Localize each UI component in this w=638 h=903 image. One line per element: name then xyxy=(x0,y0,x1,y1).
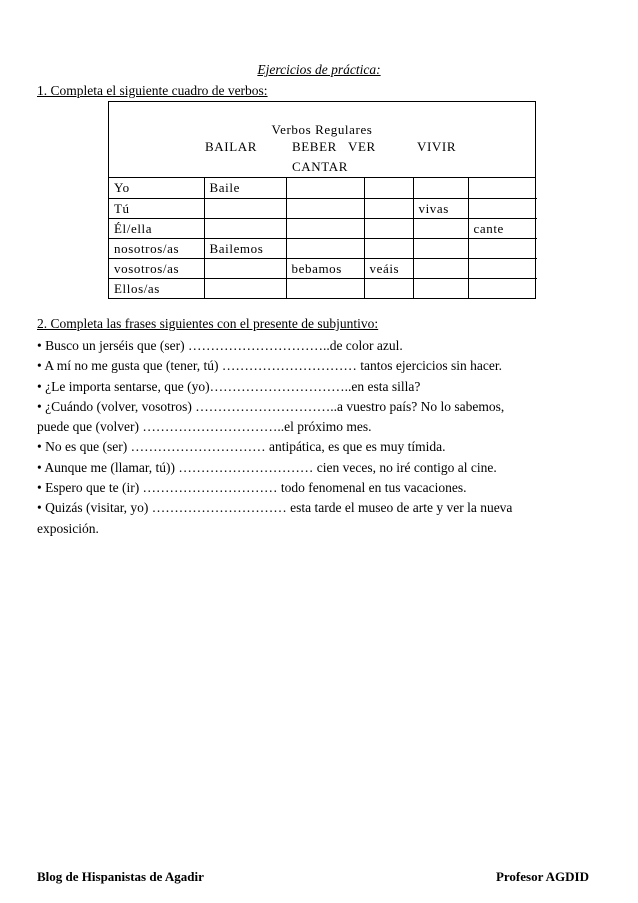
section-2-heading: 2. Completa las frases siguientes con el presente de subjuntivo: xyxy=(37,316,379,331)
pronoun-cell: vosotros/as xyxy=(109,258,204,278)
conjugation-cell: veáis xyxy=(364,258,413,278)
section-1-heading: 1. Completa el siguiente cuadro de verbos: xyxy=(37,83,268,98)
conjugation-cell xyxy=(286,278,364,298)
sentence-line: • Busco un jerséis que (ser) …………………………..de color azul. xyxy=(37,338,403,353)
pronoun-cell: Él/ella xyxy=(109,218,204,238)
verb-header-ver: VER xyxy=(348,139,376,154)
sentence-line: • Aunque me (llamar, tú)) ………………………… cien veces, no iré contigo al cine. xyxy=(37,459,497,475)
conjugation-cell xyxy=(364,178,413,198)
conjugation-cell xyxy=(204,258,286,278)
conjugation-cell: cante xyxy=(468,218,537,238)
conjugation-grid xyxy=(109,178,537,298)
pronoun-cell: nosotros/as xyxy=(109,238,204,258)
conjugation-cell xyxy=(286,198,364,218)
table-title: Verbos Regulares xyxy=(271,122,373,137)
sentence-line: • A mí no me gusta que (tener, tú) ………………………… tantos ejercicios sin hacer. xyxy=(37,358,502,374)
conjugation-cell xyxy=(413,218,468,238)
conjugation-cell xyxy=(413,258,468,278)
verb-header-cantar: CANTAR xyxy=(292,159,349,174)
table-header xyxy=(109,102,535,178)
conjugation-cell xyxy=(364,238,413,258)
sentence-line: • Espero que te (ir) ………………………… todo fenomenal en tus vacaciones. xyxy=(37,480,467,496)
conjugation-cell: bebamos xyxy=(286,258,364,278)
conjugation-cell xyxy=(204,218,286,238)
conjugation-cell xyxy=(364,218,413,238)
conjugation-cell xyxy=(364,198,413,218)
conjugation-cell: vivas xyxy=(413,198,468,218)
sentence-line: • ¿Cuándo (volver, vosotros) …………………………..a vuestro país? No lo sabemos, xyxy=(37,398,505,414)
conjugation-cell: Baile xyxy=(204,178,286,198)
pronoun-cell: Yo xyxy=(109,178,204,198)
verb-header-vivir: VIVIR xyxy=(417,139,457,154)
exercise-sentences xyxy=(37,336,607,539)
conjugation-cell: Bailemos xyxy=(204,238,286,258)
conjugation-cell xyxy=(468,238,537,258)
verb-conjugation-table xyxy=(108,101,536,299)
table-row xyxy=(109,198,537,218)
conjugation-cell xyxy=(204,198,286,218)
footer-author: Profesor AGDID xyxy=(495,869,589,884)
conjugation-cell xyxy=(413,178,468,198)
verb-header-beber: BEBER xyxy=(292,139,337,154)
sentence-line: puede que (volver) …………………………..el próximo mes. xyxy=(37,419,372,435)
sentence-line: • No es que (ser) ………………………… antipática, es que es muy tímida. xyxy=(37,439,446,455)
sentence-line: • ¿Le importa sentarse, que (yo)…………………………..en esta silla? xyxy=(37,378,421,394)
conjugation-cell xyxy=(468,278,537,298)
table-row xyxy=(109,178,537,198)
pronoun-cell: Ellos/as xyxy=(109,278,204,298)
conjugation-cell xyxy=(413,278,468,298)
table-row xyxy=(109,278,537,298)
conjugation-cell xyxy=(413,238,468,258)
conjugation-cell xyxy=(364,278,413,298)
conjugation-cell xyxy=(286,238,364,258)
conjugation-cell xyxy=(468,198,537,218)
conjugation-cell xyxy=(286,218,364,238)
page-title: Ejercicios de práctica: xyxy=(257,62,381,77)
pronoun-cell: Tú xyxy=(109,198,204,218)
table-row xyxy=(109,258,537,278)
table-row xyxy=(109,238,537,258)
conjugation-cell xyxy=(204,278,286,298)
conjugation-cell xyxy=(286,178,364,198)
sentence-line: • Quizás (visitar, yo) ………………………… esta tarde el museo de arte y ver la nueva xyxy=(37,500,513,516)
sentence-line: exposición. xyxy=(37,520,99,536)
footer-blog-name: Blog de Hispanistas de Agadir xyxy=(37,869,204,884)
conjugation-cell xyxy=(468,258,537,278)
conjugation-cell xyxy=(468,178,537,198)
verb-header-bailar: BAILAR xyxy=(205,139,257,154)
table-row xyxy=(109,218,537,238)
